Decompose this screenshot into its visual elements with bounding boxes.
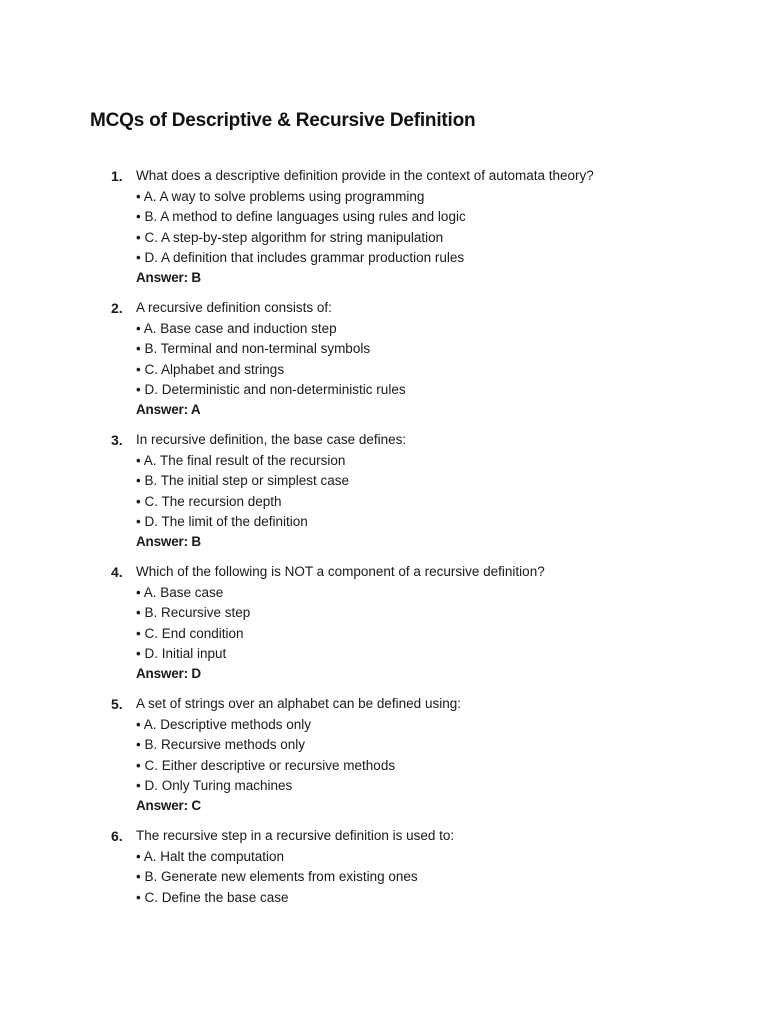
question-item xyxy=(0,166,768,298)
option-b: • B. The initial step or simplest case xyxy=(136,473,350,488)
option-d: • D. Initial input xyxy=(136,646,227,661)
question-text: A recursive definition consists of: xyxy=(136,300,332,315)
option-d: • D. A definition that includes grammar production rules xyxy=(136,250,465,265)
question-number: 5. xyxy=(111,696,123,712)
option-a: • A. The final result of the recursion xyxy=(136,452,346,468)
answer-label: Answer: D xyxy=(136,666,201,681)
question-number: 1. xyxy=(111,168,123,184)
question-item xyxy=(0,430,768,562)
option-c: • C. End condition xyxy=(136,625,244,641)
option-c: • C. Define the base case xyxy=(136,889,289,905)
question-number: 4. xyxy=(111,564,123,580)
question-item xyxy=(0,562,768,694)
option-a: • A. Halt the computation xyxy=(136,848,285,864)
option-a: • A. Base case and induction step xyxy=(136,320,337,336)
answer-label: Answer: B xyxy=(136,270,201,285)
option-d: • D. Only Turing machines xyxy=(136,778,293,793)
question-item xyxy=(0,826,768,958)
answer-label: Answer: C xyxy=(136,798,201,813)
option-a: • A. Base case xyxy=(136,584,224,600)
option-c: • C. Either descriptive or recursive methods xyxy=(136,757,396,773)
option-c: • C. The recursion depth xyxy=(136,493,282,509)
option-b: • B. Generate new elements from existing ones xyxy=(136,869,418,884)
question-text: What does a descriptive definition provide in the context of automata theory? xyxy=(136,168,594,183)
question-number: 6. xyxy=(111,828,123,844)
option-b: • B. Recursive methods only xyxy=(136,737,306,752)
option-c: • C. Alphabet and strings xyxy=(136,361,285,377)
question-list xyxy=(0,166,768,958)
question-item xyxy=(0,298,768,430)
question-number: 3. xyxy=(111,432,123,448)
option-b: • B. Recursive step xyxy=(136,605,251,620)
option-d: • D. The limit of the definition xyxy=(136,514,308,529)
question-text: A set of strings over an alphabet can be defined using: xyxy=(136,696,461,711)
question-item xyxy=(0,694,768,826)
option-a: • A. Descriptive methods only xyxy=(136,716,312,732)
option-b: • B. A method to define languages using rules and logic xyxy=(136,209,466,224)
page-title: MCQs of Descriptive & Recursive Definition xyxy=(90,110,476,131)
answer-label: Answer: B xyxy=(136,534,201,549)
question-text: The recursive step in a recursive definition is used to: xyxy=(136,828,455,843)
option-c: • C. A step-by-step algorithm for string manipulation xyxy=(136,229,444,245)
question-text: In recursive definition, the base case defines: xyxy=(136,432,407,447)
option-b: • B. Terminal and non-terminal symbols xyxy=(136,341,371,356)
question-text: Which of the following is NOT a component of a recursive definition? xyxy=(136,564,545,579)
option-d: • D. Deterministic and non-deterministic rules xyxy=(136,382,406,397)
question-number: 2. xyxy=(111,300,123,316)
option-a: • A. A way to solve problems using programming xyxy=(136,188,425,204)
answer-label: Answer: A xyxy=(136,402,201,417)
